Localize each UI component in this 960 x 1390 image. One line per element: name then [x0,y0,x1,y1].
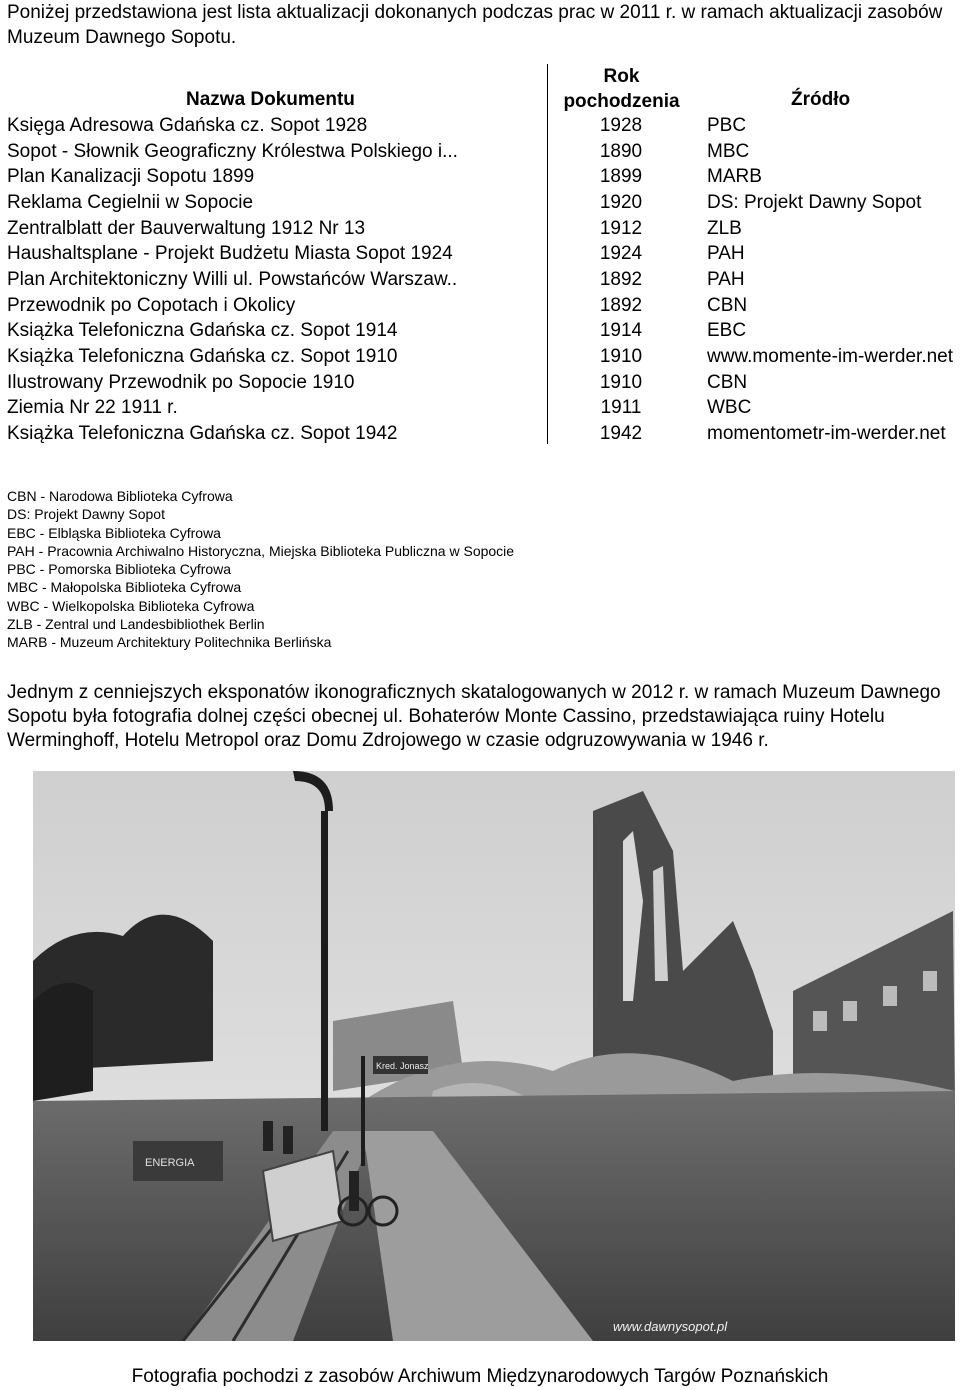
table-row [7,344,953,370]
cell-year: 1942 [599,423,643,445]
cell-document-name: Książka Telefoniczna Gdańska cz. Sopot 1914 [7,320,398,342]
header-document-name: Nazwa Dokumentu [186,89,355,110]
table-row [7,241,953,267]
cell-year: 1920 [599,191,643,213]
cell-year: 1892 [599,268,643,290]
ruins-photo-illustration [33,771,955,1341]
table-row [7,396,953,422]
cell-source: PBC [707,114,747,136]
table-row [7,267,953,293]
legend-item: EBC - Elbląska Biblioteka Cyfrowa [7,524,221,541]
cell-source: CBN [707,294,748,316]
legend-item: PAH - Pracownia Archiwalno Historyczna, Miejska Biblioteka Publiczna w Sopocie [7,542,515,559]
legend-item: MBC - Małopolska Biblioteka Cyfrowa [7,579,242,596]
table-row [7,164,953,190]
legend-item: PBC - Pomorska Biblioteka Cyfrowa [7,561,232,578]
cell-document-name: Przewodnik po Copotach i Okolicy [7,294,296,316]
cell-document-name: Książka Telefoniczna Gdańska cz. Sopot 1942 [7,423,398,445]
cell-source: PAH [707,243,745,265]
cell-document-name: Haushaltsplane - Projekt Budżetu Miasta Sopot 1924 [7,243,453,265]
cell-year: 1910 [599,371,643,393]
table-row [7,319,953,345]
cell-document-name: Księga Adresowa Gdańska cz. Sopot 1928 [7,114,368,136]
cell-source: CBN [707,371,748,393]
legend-item: ZLB - Zentral und Landesbibliothek Berlin [7,616,265,633]
cell-source: MBC [707,140,750,162]
cell-source: PAH [707,268,745,290]
cell-document-name: Plan Architektoniczny Willi ul. Powstańców Warszaw.. [7,268,458,290]
table-row [7,113,953,139]
documents-table [7,113,953,447]
table-row [7,370,953,396]
cell-year: 1911 [600,397,642,419]
historical-photo [33,771,955,1341]
cell-document-name: Plan Kanalizacji Sopotu 1899 [7,166,255,188]
legend-item: MARB - Muzeum Architektury Politechnika Berlińska [7,634,332,651]
cell-document-name: Sopot - Słownik Geograficzny Królestwa Polskiego i... [7,140,458,162]
cell-year: 1924 [599,243,643,265]
photo-watermark: www.dawnysopot.pl [613,1319,728,1334]
cell-year: 1928 [599,114,643,136]
cell-source: EBC [707,320,747,342]
description-paragraph: Jednym z cenniejszych eksponatów ikonograficznych skatalogowanych w 2012 r. w ramach Muzeum Dawnego Sopotu była fotografia dolnej części obecnej ul. Bohaterów Monte Cassino, przedstawiająca ruiny Hotelu Werminghoff, Hotelu Metropol oraz Domu Zdrojowego w czasie odgruzowywania w 1946 r. [7,682,941,751]
cell-source: MARB [707,166,762,188]
legend-item: CBN - Narodowa Biblioteka Cyfrowa [7,488,233,504]
sign-text: Kred. Jonasz [376,1061,429,1071]
header-source: Źródło [791,89,851,110]
legend-item: WBC - Wielkopolska Biblioteka Cyfrowa [7,597,255,614]
cell-source: ZLB [707,217,742,239]
cell-document-name: Ilustrowany Przewodnik po Sopocie 1910 [7,371,355,393]
photo-caption: Fotografia pochodzi z zasobów Archiwum Międzynarodowych Targów Poznańskich [131,1366,829,1387]
cell-source: momentometr-im-werder.net [707,423,946,445]
abbreviations-legend [7,487,514,652]
legend-item: DS: Projekt Dawny Sopot [7,506,165,523]
table-row [7,139,953,165]
header-year: Rok pochodzenia [563,66,680,112]
cell-document-name: Książka Telefoniczna Gdańska cz. Sopot 1910 [7,346,398,368]
cell-source: www.momente-im-werder.net [707,346,954,368]
cell-year: 1912 [599,217,643,239]
cell-year: 1914 [599,320,643,342]
cell-document-name: Zentralblatt der Bauverwaltung 1912 Nr 13 [7,217,366,239]
cell-year: 1890 [599,140,643,162]
cell-year: 1899 [599,166,643,188]
cell-source: DS: Projekt Dawny Sopot [707,191,922,213]
intro-text: Poniżej przedstawiona jest lista aktualizacji dokonanych podczas prac w 2011 r. w ramach aktualizacji zasobów Muzeum Dawnego Sopotu. [7,2,943,48]
table-row [7,216,953,242]
cell-year: 1910 [599,346,643,368]
table-row [7,293,953,319]
cell-document-name: Ziemia Nr 22 1911 r. [7,397,178,419]
table-row [7,421,953,447]
cell-year: 1892 [599,294,643,316]
table-row [7,190,953,216]
cell-document-name: Reklama Cegielnii w Sopocie [7,191,254,213]
wagon-text: ENERGIA [145,1157,195,1169]
cell-source: WBC [707,397,752,419]
